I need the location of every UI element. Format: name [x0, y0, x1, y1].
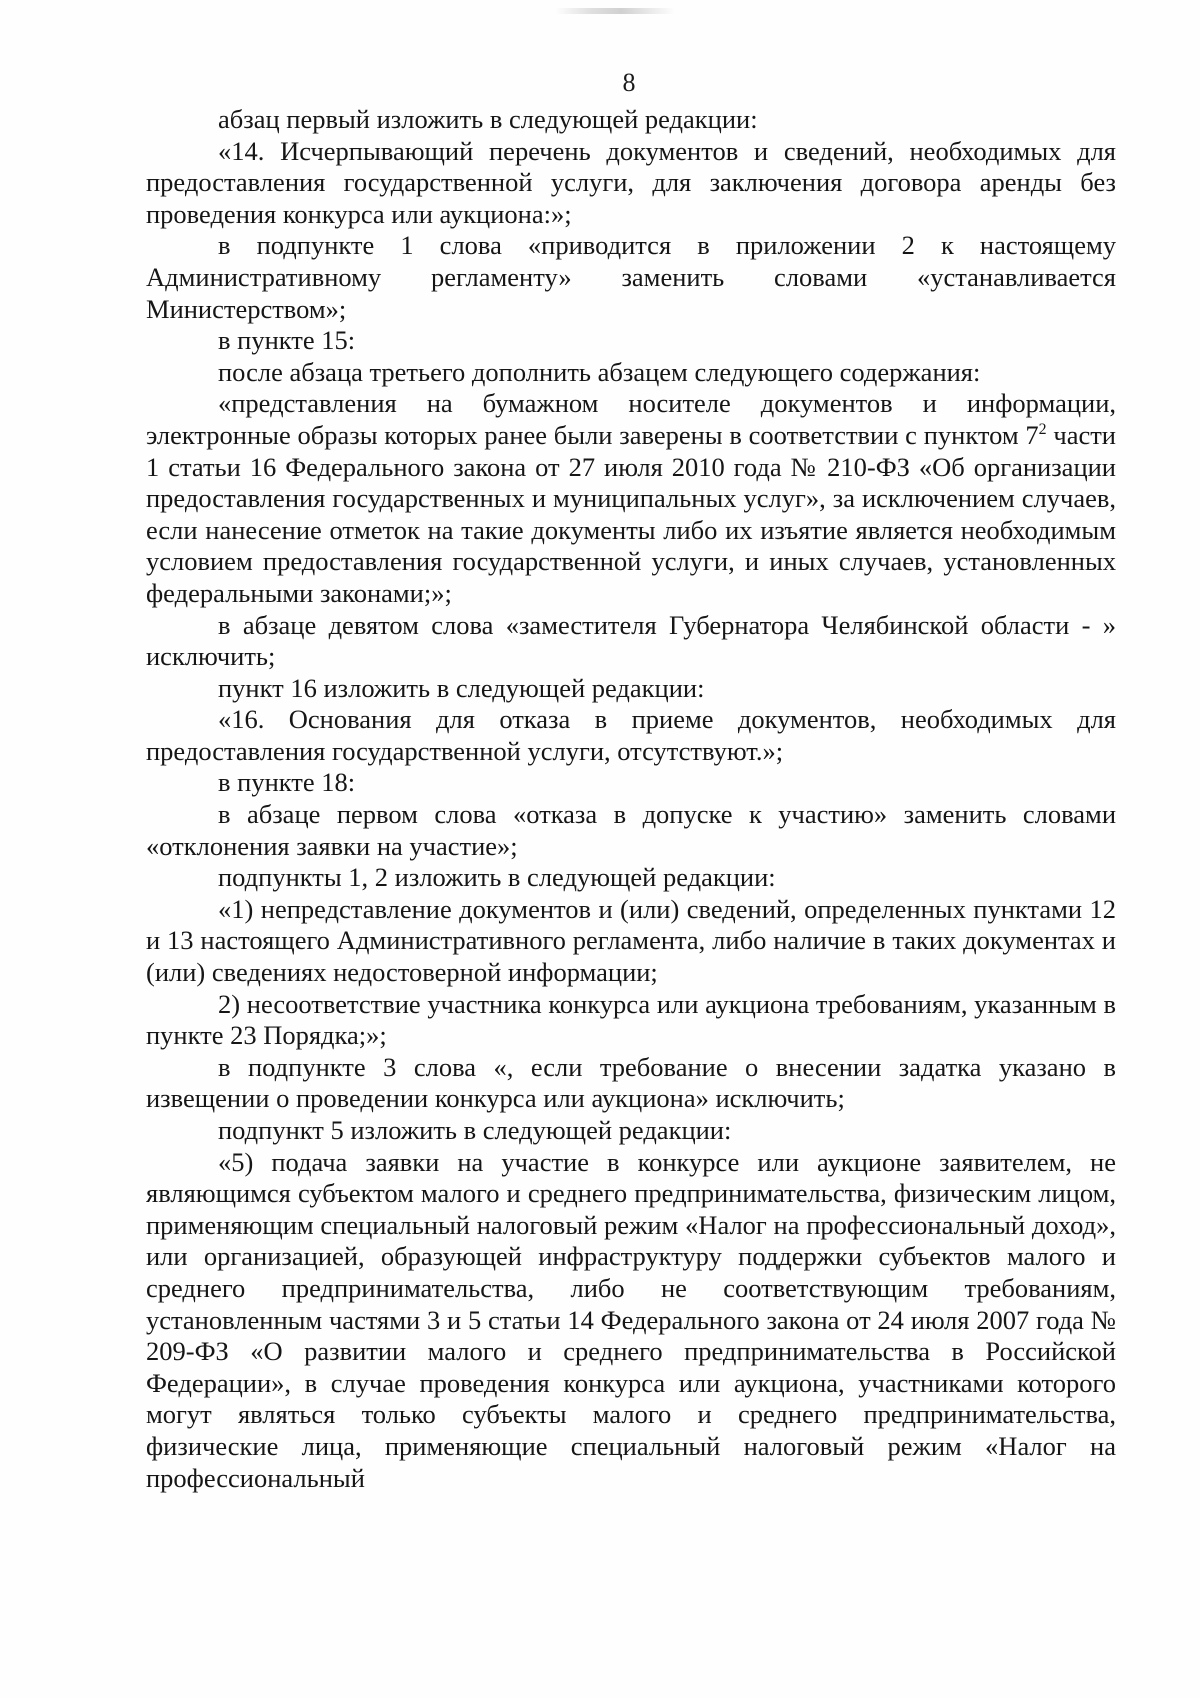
paragraph: в абзаце первом слова «отказа в допуске к участию» заменить словами «отклонения заявки на участие»; — [146, 799, 1116, 861]
paragraph: в абзаце девятом слова «заместителя Губернатора Челябинской области - » исключить; — [146, 609, 1116, 672]
paragraph: пункт 16 изложить в следующей редакции: — [218, 672, 705, 703]
paragraph: 2) несоответствие участника конкурса или аукциона требованиям, указанным в пункте 23 Порядка;»; — [146, 988, 1116, 1051]
paragraph-text: части 1 статьи 16 Федерального закона от 27 июля 2010 года № 210-ФЗ «Об организации предоставления государственных и муниципальных услуг», за исключением случаев, если нанесение отметок на такие документы либо их изъятие является необходимым условием предоставления государственной услуги, и иных случаев, установленных федеральными законами;»; — [146, 419, 1116, 608]
paragraph: подпункт 5 изложить в следующей редакции: — [218, 1115, 732, 1145]
page-number: 8 — [622, 68, 636, 97]
scan-artifact — [555, 8, 675, 14]
document-body — [146, 104, 1116, 1494]
paragraph: «14. Исчерпывающий перечень документов и сведений, необходимых для предоставления государственной услуги, для заключения договора аренды без проведения конкурса или аукциона:»; — [146, 135, 1116, 229]
superscript: 2 — [1038, 421, 1047, 439]
paragraph-text: «представления на бумажном носителе документов и информации, электронные образы которых ранее были заверены в соответствии с пунктом 7 — [146, 388, 1116, 450]
paragraph: «16. Основания для отказа в приеме документов, необходимых для предоставления государственной услуги, отсутствуют.»; — [146, 704, 1116, 766]
paragraph: в подпункте 3 слова «, если требование о внесении задатка указано в извещении о проведении конкурса или аукциона» исключить; — [146, 1051, 1116, 1114]
paragraph: абзац первый изложить в следующей редакции: — [218, 104, 758, 134]
paragraph: «1) непредставление документов и (или) сведений, определенных пунктами 12 и 13 настоящего Административного регламента, либо наличие в таких документах и (или) сведениях недостоверной информации; — [146, 893, 1116, 988]
paragraph: подпункты 1, 2 изложить в следующей редакции: — [218, 862, 776, 893]
paragraph: в пункте 18: — [218, 767, 356, 798]
paragraph — [146, 388, 1116, 609]
paragraph: в пункте 15: — [218, 325, 356, 356]
paragraph: после абзаца третьего дополнить абзацем следующего содержания: — [218, 356, 981, 387]
paragraph: в подпункте 1 слова «приводится в приложении 2 к настоящему Административному регламенту» заменить словами «устанавливается Министерством»; — [146, 230, 1116, 324]
paragraph: «5) подача заявки на участие в конкурсе или аукционе заявителем, не являющимся субъектом малого и среднего предпринимательства, физическим лицом, применяющим специальный налоговый режим «Налог на профессиональный доход», или организацией, образующей инфраструктуру поддержки субъектов малого и среднего предпринимательства, либо не соответствующим требованиям, установленным частями 3 и 5 статьи 14 Федерального закона от 24 июля 2007 года № 209-ФЗ «О развитии малого и среднего предпринимательства в Российской Федерации», в случае проведения конкурса или аукциона, участниками которого могут являться только субъекты малого и среднего предпринимательства, физические лица, применяющие специальный налоговый режим «Налог на профессиональный — [146, 1146, 1116, 1493]
